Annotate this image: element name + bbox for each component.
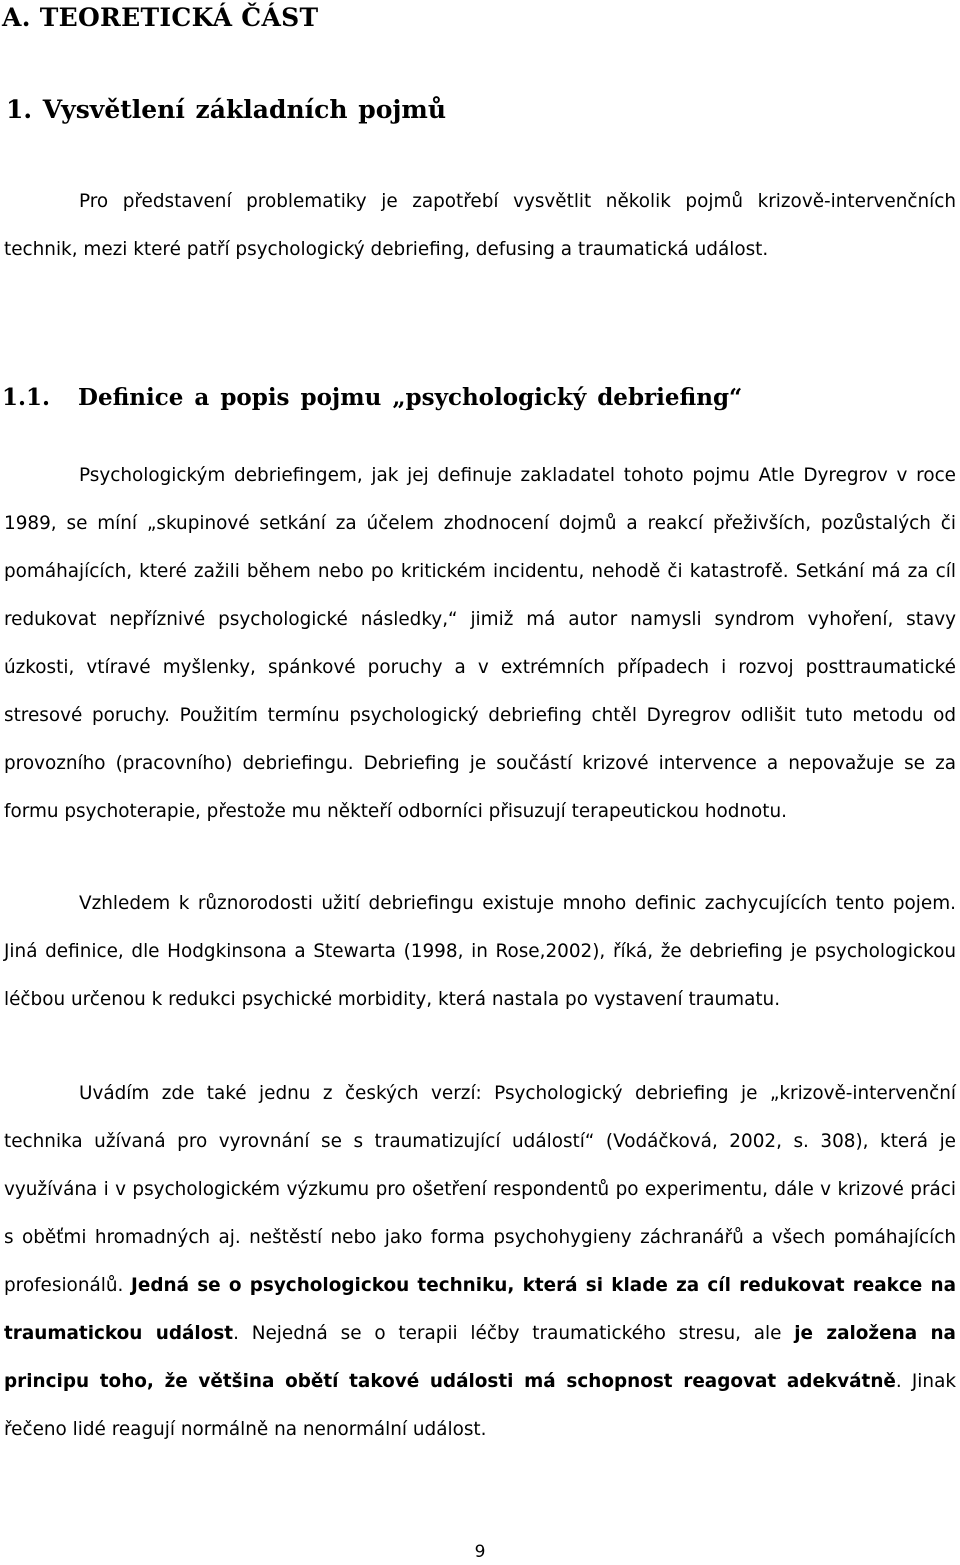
- paragraph-text: Uvádím zde také jednu z českých verzí: Psychologický debriefing je „krizově-intervenční technika užívaná pro vyrovnání se s traumatizující událostí“ (Vodáčková, 2002, s. 308), která je využívána i v psychologickém výzkumu pro ošetření respondentů po experimentu, dále v krizové práci s oběťmi hromadných aj. neštěstí nebo jako forma psychohygieny záchranářů a všech pomáhajících profesionálů.: [4, 1083, 956, 1296]
- section-number: 1.1.: [2, 384, 51, 411]
- emphasis-text: je založena na principu toho, že většina obětí takové události má schopnost reagovat adekvátně: [4, 1323, 956, 1392]
- paragraph-definition-dyregrov: Psychologickým debriefingem, jak jej definuje zakladatel tohoto pojmu Atle Dyregrov v roce 1989, se míní „skupinové setkání za účelem zhodnocení dojmů a reakcí přeživších, pozůstalých či pomáhajících, které zažili během nebo po kritickém incidentu, nehodě či katastrofě. Setkání má za cíl redukovat nepříznivé psychologické následky,“ jimiž má autor namysli syndrom vyhoření, stavy úzkosti, vtíravé myšlenky, spánkové poruchy a v extrémních případech i rozvoj posttraumatické stresové poruchy. Použitím termínu psychologický debriefing chtěl Dyregrov odlišit tuto metodu od provozního (pracovního) debriefingu. Debriefing je součástí krizové intervence a nepovažuje se za formu psychoterapie, přestože mu někteří odborníci přisuzují terapeutickou hodnotu.: [4, 465, 956, 822]
- section-title: Definice a popis pojmu „psychologický debriefing“: [78, 384, 743, 411]
- chapter-intro-paragraph: Pro představení problematiky je zapotřebí vysvětlit několik pojmů krizově-intervenčních technik, mezi které patří psychologický debriefing, defusing a traumatická událost.: [4, 191, 956, 260]
- emphasis-text: Jedná se o psychologickou techniku, která si klade za cíl redukovat reakce na traumatickou událost: [4, 1275, 956, 1344]
- paragraph-text: . Nejedná se o terapii léčby traumatického stresu, ale: [233, 1323, 795, 1344]
- paragraph-czech-definition: [4, 1070, 956, 1454]
- part-title: A. TEORETICKÁ ČÁST: [2, 3, 319, 32]
- paragraph-text: . Jinak řečeno lidé reagují normálně na nenormální událost.: [4, 1371, 956, 1440]
- chapter-title: 1. Vysvětlení základních pojmů: [6, 95, 447, 124]
- paragraph-definition-hodgkinson: Vzhledem k různorodosti užití debriefingu existuje mnoho definic zachycujících tento pojem. Jiná definice, dle Hodgkinsona a Stewarta (1998, in Rose,2002), říká, že debriefing je psychologickou léčbou určenou k redukci psychické morbidity, která nastala po vystavení traumatu.: [4, 893, 956, 1010]
- section-heading: [2, 382, 742, 414]
- page-number: 9: [474, 1542, 486, 1562]
